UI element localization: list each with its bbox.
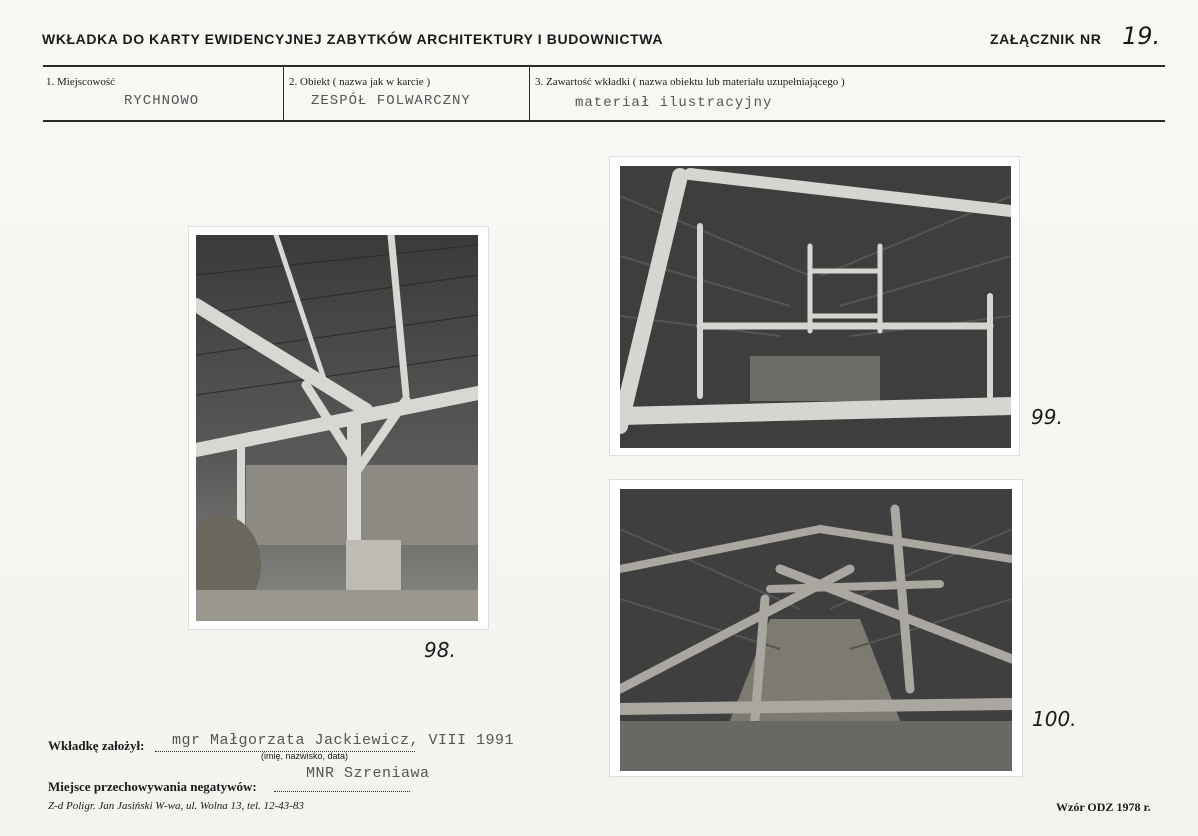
attachment-number: 19.: [1122, 22, 1161, 50]
object-label: 2. Obiekt ( nazwa jak w karcie ): [289, 76, 431, 88]
contents-label: 3. Zawartość wkładki ( nazwa obiektu lub materiału uzupełniającego ): [535, 76, 845, 88]
photo-98-number: 98.: [424, 638, 456, 662]
column-divider-1: [283, 66, 284, 121]
photo-100: [610, 480, 1022, 776]
sheet-title: WKŁADKA DO KARTY EWIDENCYJNEJ ZABYTKÓW ARCHITEKTURY I BUDOWNICTWA: [42, 31, 664, 47]
photo-100-image: [620, 489, 1012, 771]
object-value: ZESPÓŁ FOLWARCZNY: [311, 93, 471, 109]
created-by-value: mgr Małgorzata Jackiewicz, VIII 1991: [172, 732, 515, 749]
photo-98-image: [196, 235, 478, 621]
locality-value: RYCHNOWO: [124, 93, 200, 109]
printer-imprint: Z-d Poligr. Jan Jasiński W-wa, ul. Wolna 13, tel. 12-43-83: [48, 800, 304, 812]
header-rule-bottom: [43, 120, 1165, 122]
negatives-line: [274, 791, 410, 792]
header-rule-top: [43, 65, 1165, 67]
created-by-hint: (imię, nazwisko, data): [261, 751, 349, 761]
photo-98: [189, 227, 488, 629]
photo-99-image: [620, 166, 1011, 448]
locality-label: 1. Miejscowość: [46, 76, 116, 88]
photo-99: [610, 157, 1019, 455]
negatives-value: MNR Szreniawa: [306, 765, 430, 782]
photo-100-number: 100.: [1032, 707, 1077, 731]
negatives-label: Miejsce przechowywania negatywów:: [48, 779, 257, 794]
photo-99-number: 99.: [1031, 405, 1063, 429]
column-divider-2: [529, 66, 530, 121]
created-by-label: Wkładkę założył:: [48, 738, 145, 753]
attachment-label: ZAŁĄCZNIK NR: [990, 31, 1102, 47]
contents-value: materiał ilustracyjny: [575, 95, 773, 111]
form-code: Wzór ODZ 1978 r.: [1056, 800, 1151, 814]
